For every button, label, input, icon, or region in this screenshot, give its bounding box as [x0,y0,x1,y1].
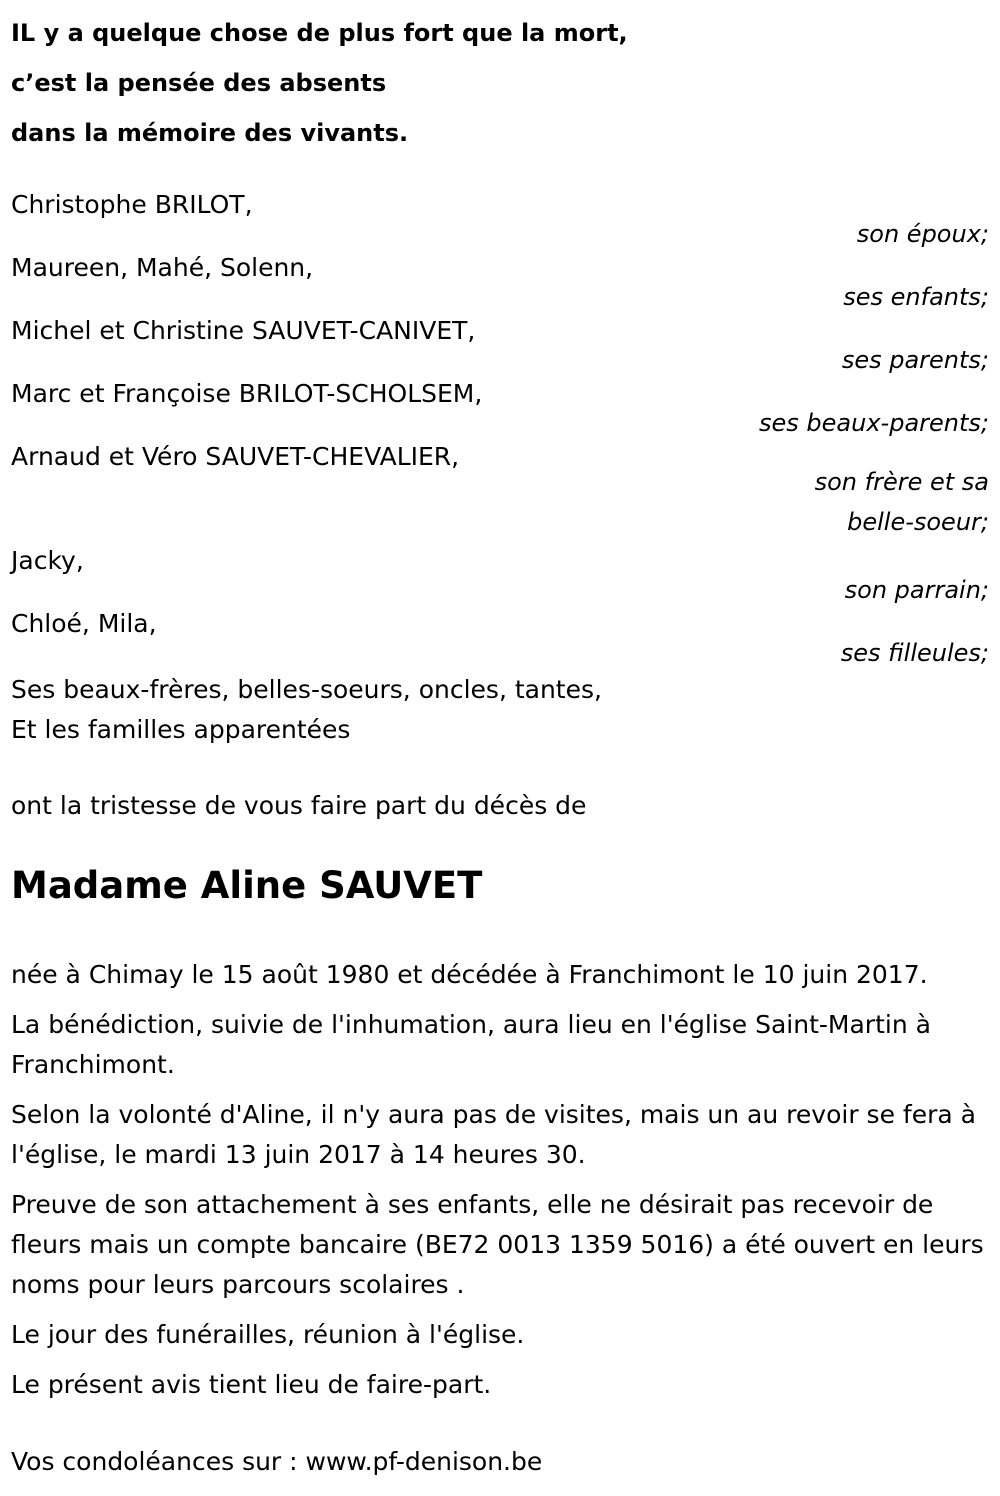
family-relation: ses filleules; [840,639,989,667]
relatives-line: Ses beaux-frères, belles-soeurs, oncles, tantes, [11,675,602,704]
epigraph-line: dans la mémoire des vivants. [11,119,409,147]
family-name: Marc et Françoise BRILOT-SCHOLSEM, [11,379,483,408]
detail-paragraph: Preuve de son attachement à ses enfants, elle ne désirait pas recevoir de fleurs mais un compte bancaire (BE72 0013 1359 5016) a été ouvert en leurs noms pour leurs parcours scolaires . [11,1190,984,1299]
epigraph-line: c’est la pensée des absents [11,69,387,97]
announcement-text: ont la tristesse de vous faire part du décès de [11,791,587,820]
detail-paragraph: née à Chimay le 15 août 1980 et décédée à Franchimont le 10 juin 2017. [11,960,928,989]
family-name: Maureen, Mahé, Solenn, [11,253,314,282]
family-relation-line: belle-soeur; [847,508,989,536]
family-relation: ses parents; [841,346,989,374]
notice-details [11,955,991,1415]
family-name: Jacky, [11,546,84,575]
family-relation: son époux; [856,220,989,248]
family-name: Michel et Christine SAUVET-CANIVET, [11,316,476,345]
family-name: Chloé, Mila, [11,609,157,638]
detail-paragraph: Selon la volonté d'Aline, il n'y aura pas de visites, mais un au revoir se fera à l'église, le mardi 13 juin 2017 à 14 heures 30. [11,1100,976,1169]
condolences-link[interactable]: Vos condoléances sur : www.pf-denison.be [11,1447,543,1476]
detail-paragraph: Le jour des funérailles, réunion à l'église. [11,1320,525,1349]
detail-paragraph: Le présent avis tient lieu de faire-part. [11,1370,492,1399]
epigraph-line: IL y a quelque chose de plus fort que la mort, [11,19,628,47]
relatives-line: Et les familles apparentées [11,715,351,744]
family-name: Arnaud et Véro SAUVET-CHEVALIER, [11,442,460,471]
family-relation: ses beaux-parents; [759,409,989,437]
epigraph [11,8,628,158]
family-relation-line: son frère et sa [814,468,989,496]
detail-paragraph: La bénédiction, suivie de l'inhumation, aura lieu en l'église Saint-Martin à Franchimont. [11,1010,931,1079]
extended-relatives [11,670,602,750]
family-relation [815,462,989,542]
family-relation: son parrain; [844,576,989,604]
family-relation: ses enfants; [843,283,989,311]
family-name: Christophe BRILOT, [11,190,253,219]
deceased-name: Madame Aline SAUVET [11,864,483,907]
